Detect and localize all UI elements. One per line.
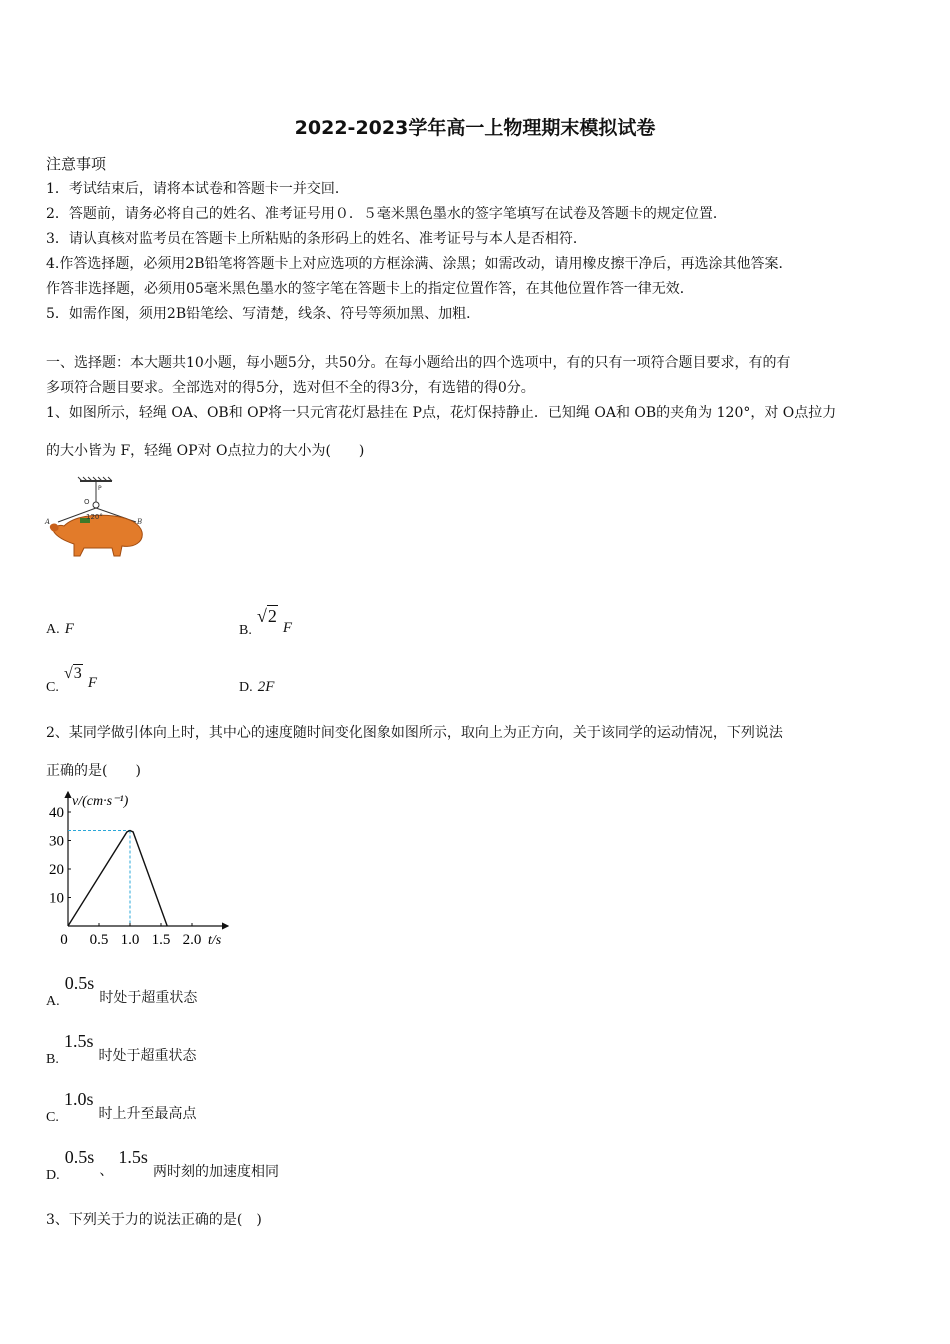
q2-option-c[interactable] [46, 1089, 197, 1125]
notice-item: 作答非选择题，必须用05毫米黑色墨水的签字笔在答题卡上的指定位置作答，在其他位置作答一律无效． [46, 281, 694, 297]
option-label: D. [239, 680, 253, 695]
q1-option-b[interactable] [239, 606, 293, 638]
option-label: D. [46, 1168, 60, 1183]
question-1-stem: 1、如图所示，轻绳 OA、OB和 OP将一只元宵花灯悬挂在 P点，花灯保持静止．已知绳 OA和 OB的夹角为 120°，对 O点拉力 [46, 405, 837, 421]
velocity-line [68, 831, 167, 926]
option-math: 0.5s [64, 1147, 95, 1167]
label-o: O [84, 498, 90, 506]
q2-option-a[interactable] [46, 973, 198, 1009]
option-value: 2F [257, 679, 275, 695]
notice-item: 1．考试结束后，请将本试卷和答题卡一并交回． [46, 181, 349, 197]
notice-item: 5．如需作图，须用2B铅笔绘、写清楚，线条、符号等须加黑、加粗． [46, 306, 481, 322]
x-tick-label: 1.0 [120, 932, 140, 948]
sqrt-3: √3 [63, 665, 82, 682]
x-tick-label: 0 [60, 932, 68, 948]
question-2-stem: 2、某同学做引体向上时，其中心的速度随时间变化图象如图所示，取向上为正方向，关于该同学的运动情况，下列说法 [46, 725, 783, 741]
option-label: C. [46, 680, 59, 695]
q2-option-b[interactable] [46, 1031, 197, 1067]
option-label: C. [46, 1110, 59, 1125]
sqrt-2: √2 [256, 606, 277, 626]
page-title: 2022-2023学年高一上物理期末模拟试卷 [294, 117, 656, 139]
question-1-stem-cont: 的大小皆为 F，轻绳 OP对 O点拉力的大小为( ) [46, 443, 365, 459]
option-text: 时处于超重状态 [99, 990, 198, 1006]
option-math-2: 1.5s [118, 1147, 148, 1167]
label-b: B [137, 518, 143, 526]
y-tick-label: 20 [49, 862, 64, 878]
option-label: B. [239, 623, 252, 638]
y-tick-label: 40 [49, 805, 64, 821]
option-label: B. [46, 1052, 59, 1067]
option-label: A. [46, 994, 60, 1009]
q1-option-d[interactable] [239, 676, 274, 696]
notice-item: 4.作答选择题，必须用2B铅笔将答题卡上对应选项的方框涂满、涂黑；如需改动，请用橡皮擦干净后，再选涂其他答案． [46, 256, 793, 272]
q2-option-d[interactable] [46, 1147, 280, 1183]
option-math: 1.5s [63, 1031, 94, 1051]
option-value: F [87, 675, 97, 691]
y-tick-label: 30 [49, 833, 64, 850]
option-label: A. [46, 622, 60, 637]
option-value: F [64, 621, 74, 637]
label-p: P [98, 485, 102, 492]
label-a: A [45, 518, 51, 526]
y-axis-label: v/(cm·s⁻¹) [72, 794, 129, 809]
section-heading-cont: 多项符合题目要求。全部选对的得5分，选对但不全的得3分，有选错的得0分。 [46, 380, 535, 396]
option-text: 时处于超重状态 [98, 1048, 197, 1064]
label-angle: 120° [86, 513, 103, 521]
y-tick-label: 10 [49, 890, 64, 907]
q1-option-a[interactable] [46, 618, 74, 638]
lantern-figure [44, 476, 160, 562]
x-tick-label: 1.5 [151, 932, 171, 948]
question-3-stem: 3、下列关于力的说法正确的是( ) [46, 1212, 262, 1228]
x-axis-label: t/s [208, 933, 222, 948]
option-math: 0.5s [64, 973, 95, 993]
notice-item: 3．请认真核对监考员在答题卡上所粘贴的条形码上的姓名、准考证号与本人是否相符． [46, 231, 587, 247]
notice-item: 2．答题前，请务必将自己的姓名、准考证号用０．５毫米黑色墨水的签字笔填写在试卷及答题卡的规定位置． [46, 206, 727, 222]
option-text: 两时刻的加速度相同 [153, 1164, 280, 1180]
question-2-stem-cont: 正确的是( ) [46, 763, 141, 779]
option-value: F [282, 620, 293, 636]
q1-option-c[interactable] [46, 663, 97, 695]
x-tick-label: 2.0 [182, 932, 202, 948]
velocity-time-chart [42, 786, 238, 950]
section-heading: 一、选择题：本大题共10小题，每小题5分，共50分。在每小题给出的四个选项中，有的只有一项符合题目要求，有的有 [46, 355, 791, 371]
x-tick-label: 0.5 [89, 932, 109, 948]
notice-heading: 注意事项 [46, 155, 107, 173]
option-text: 时上升至最高点 [98, 1106, 197, 1122]
option-separator: 、 [99, 1163, 114, 1179]
option-math: 1.0s [63, 1089, 94, 1109]
